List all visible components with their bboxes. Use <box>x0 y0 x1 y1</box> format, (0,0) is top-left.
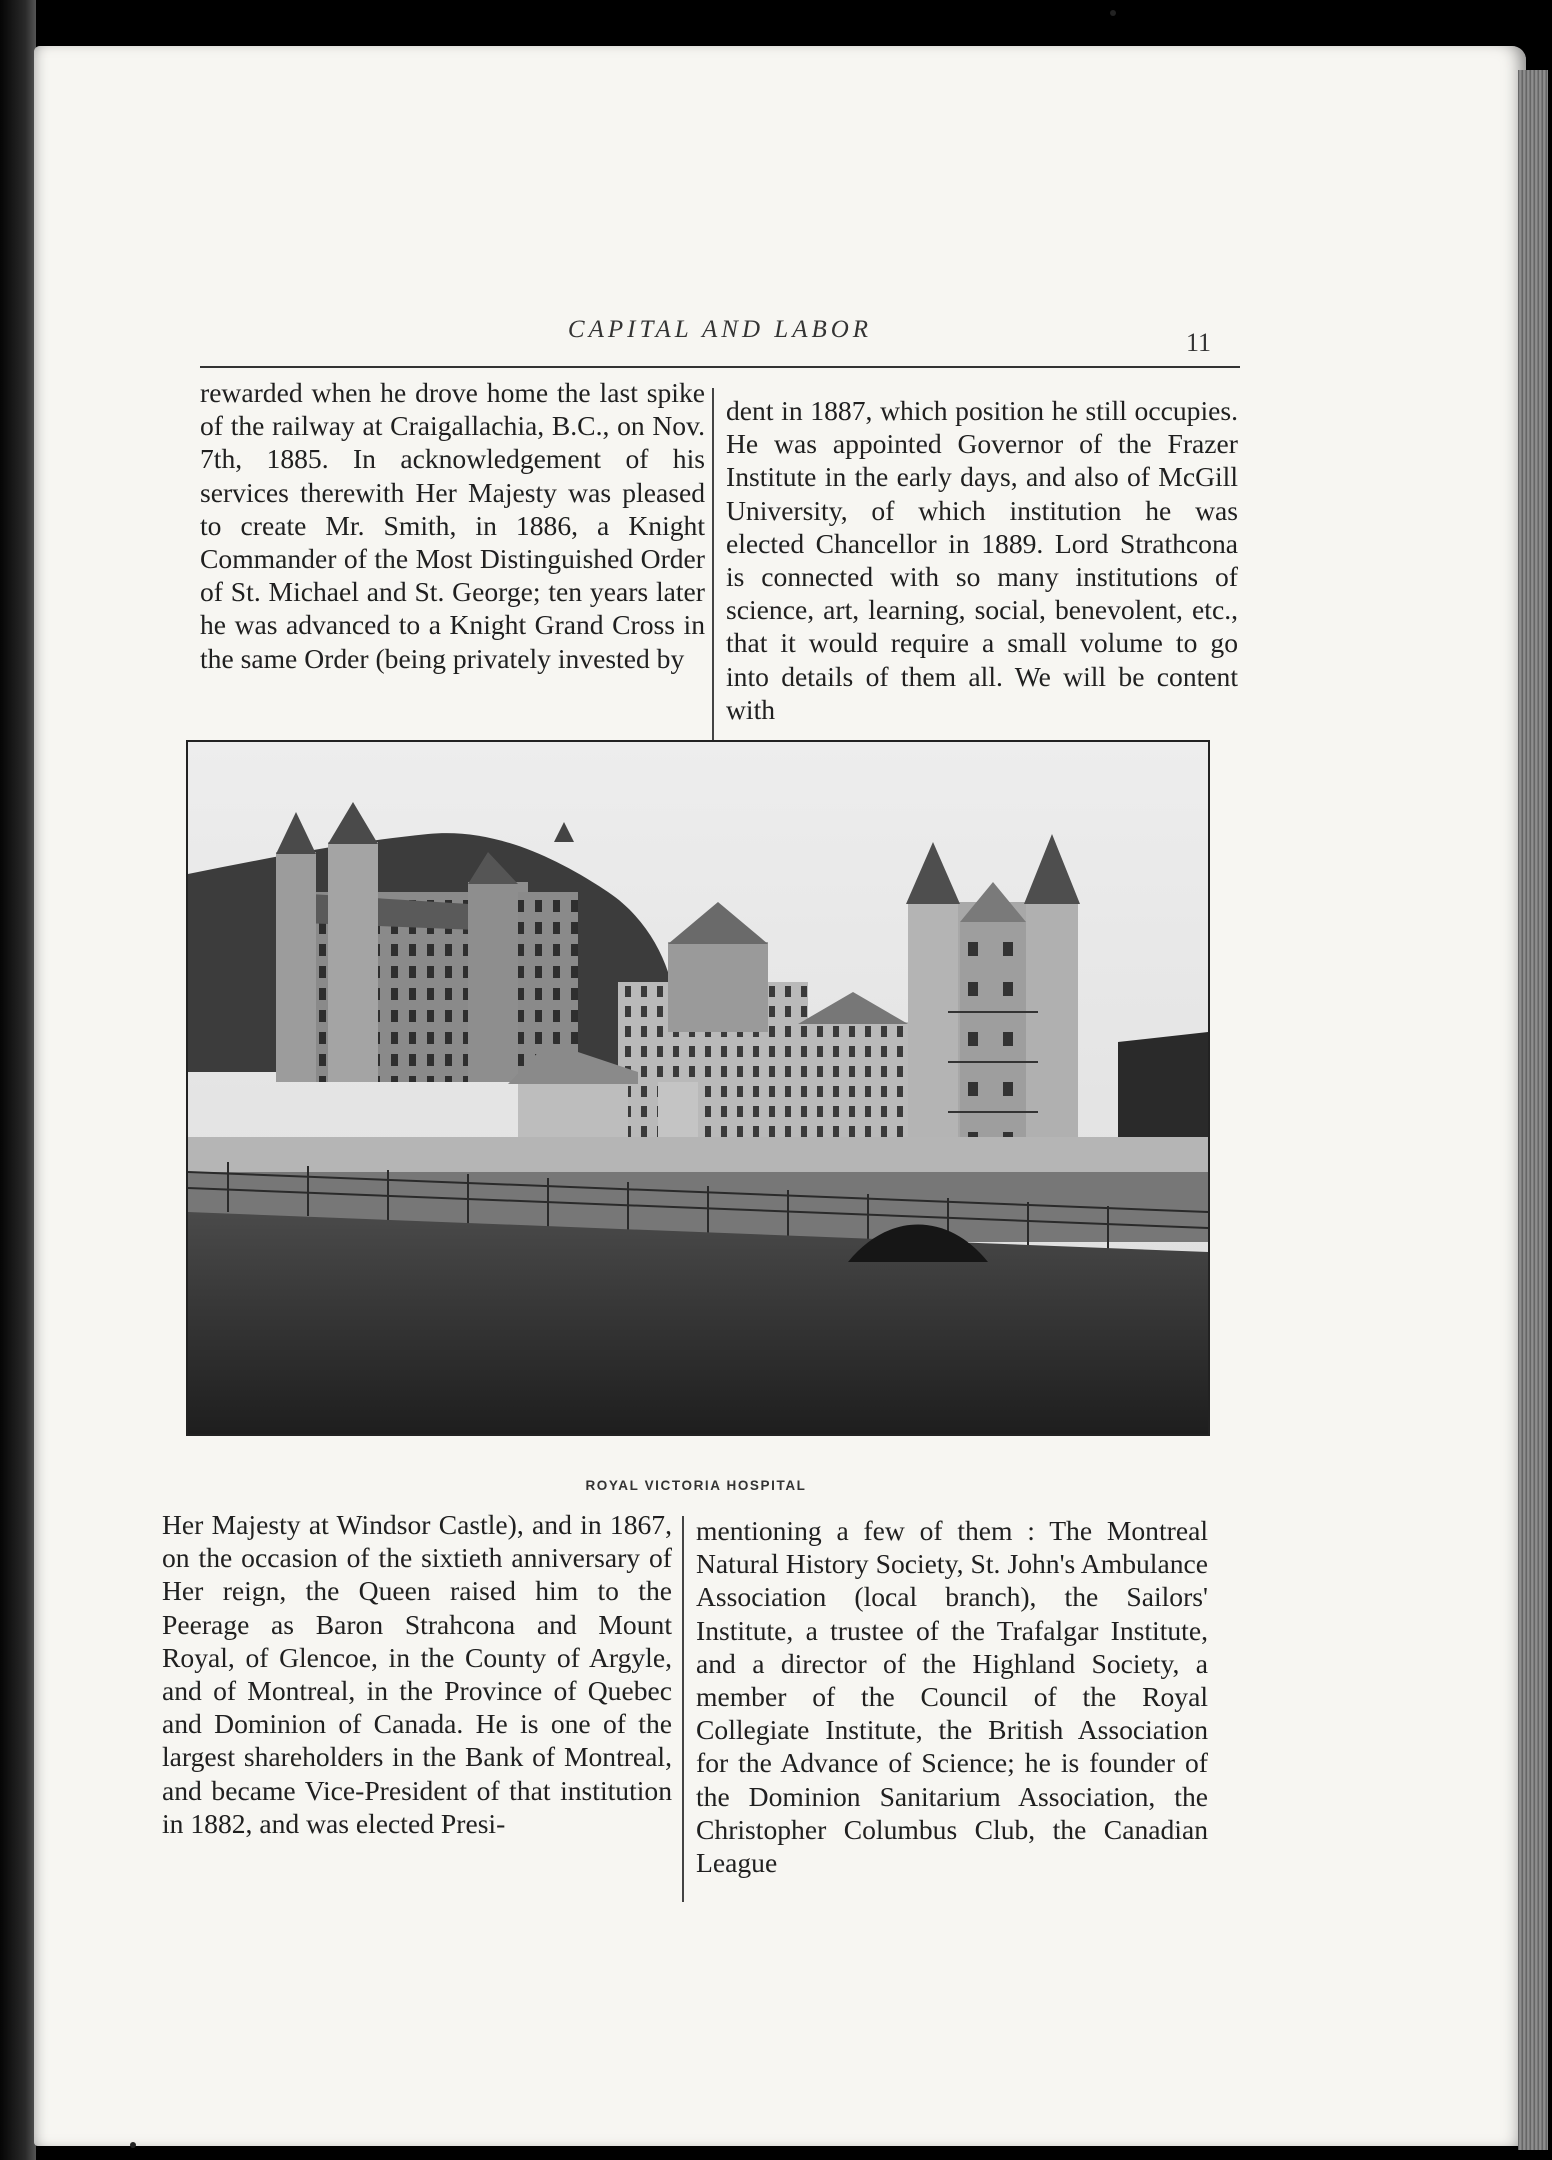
page-number: 11 <box>1186 328 1212 357</box>
text-column-top-left: rewarded when he drove home the last spike of the railway at Craigallachia, B.C., on Nov. 7th, 1885. In acknowledgement of his services therewith Her Majesty was pleased to create Mr. Smith, in 1886, a Knight Commander of the Most Distinguished Order of St. Michael and St. George; ten years later he was advanced to a Knight Grand Cross in the same Order (being privately invested by <box>200 377 705 674</box>
scan-speck <box>130 2142 136 2148</box>
column-divider-top <box>712 388 714 748</box>
text-column-top-right: dent in 1887, which position he still occupies. He was appointed Governor of the Frazer Institute in the early days, and also of McGill University, of which institution he was elected Chancellor in 1889. Lord Strathcona is connected with so many institutions of science, art, learning, social, benevolent, etc., that it would require a small volume to go into details of them all. We will be content with <box>726 395 1238 725</box>
scan-speck <box>1110 10 1116 16</box>
hospital-illustration <box>188 742 1208 1434</box>
text-column-bottom-left: Her Majesty at Windsor Castle), and in 1867, on the occasion of the sixtieth anniversary of Her reign, the Queen raised him to the Peerage as Baron Strahcona and Mount Royal, of Glencoe, in the County of Argyle, and of Montreal, in the Province of Quebec and Dominion of Canada. He is one of the largest shareholders in the Bank of Montreal, and became Vice-President of that institution in 1882, and was elected Presi- <box>162 1509 672 1839</box>
column-divider-bottom <box>682 1516 684 1902</box>
photo-caption: ROYAL VICTORIA HOSPITAL <box>585 1478 807 1493</box>
running-title: CAPITAL AND LABOR <box>567 316 873 343</box>
text-column-bottom-right: mentioning a few of them : The Montreal Natural History Society, St. John's Ambulance Association (local branch), the Sailors' Institute, a trustee of the Trafalgar Institute, and a director of the Highland Society, a member of the Council of the Royal Collegiate Institute, the British Association for the Advance of Science; he is founder of the Dominion Sanitarium Association, the Christopher Columbus Club, the Canadian League <box>696 1515 1208 1879</box>
header-rule <box>200 366 1240 368</box>
page-stack-edge <box>1518 70 1548 2150</box>
hospital-photograph <box>186 740 1210 1436</box>
book-spine-shadow <box>0 0 36 2160</box>
